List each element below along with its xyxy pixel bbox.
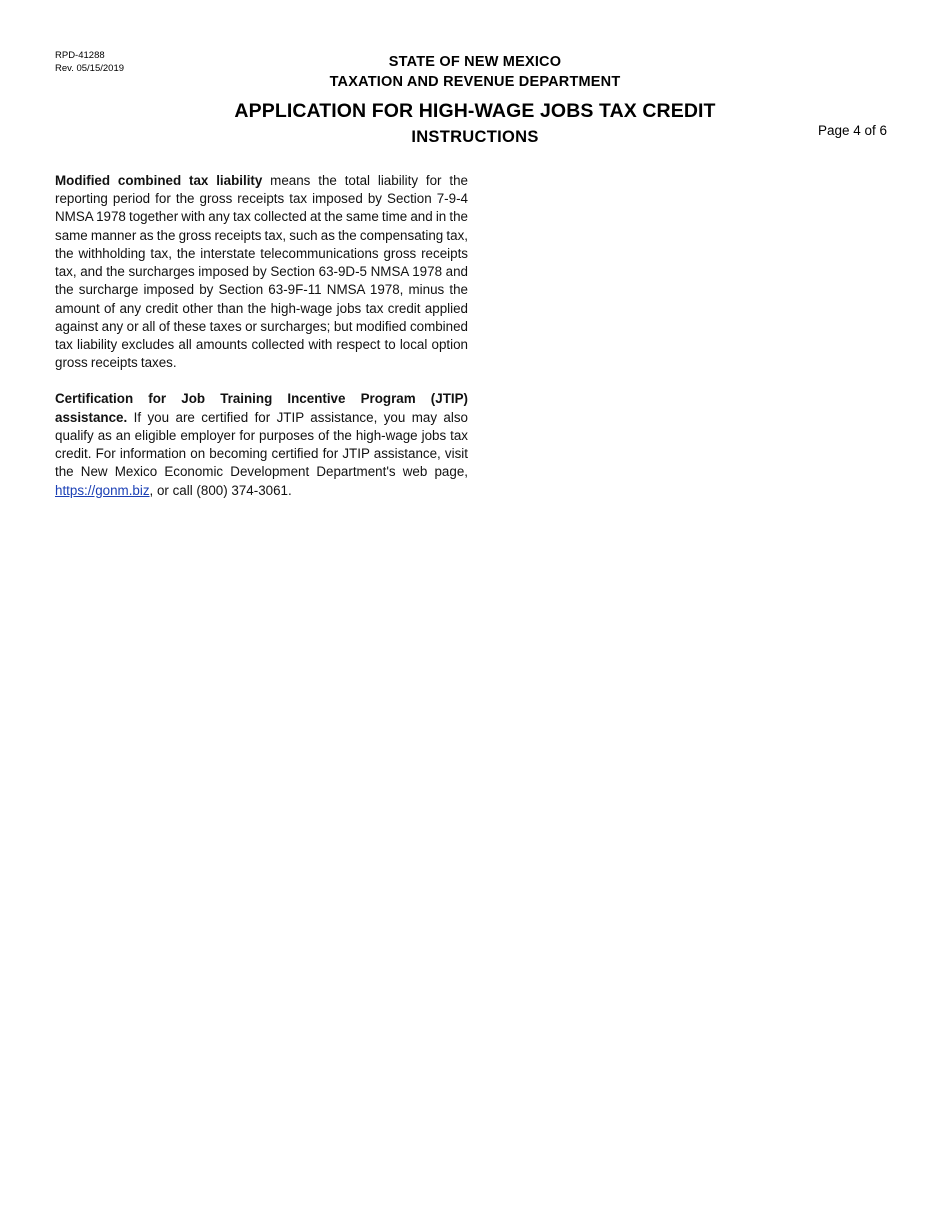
form-revision: Rev. 05/15/2019 [55,62,125,74]
paragraph-jtip-certification [55,390,468,499]
paragraph1-text: means the total liability for the reporting period for the gross receipts tax imposed by Section 7-9-4 NMSA 1978 together with any tax collected at the same time and in the same manner as the gross receipts tax, such as the compensating tax, the withholding tax, the interstate telecommunications gross receipts tax, and the surcharges imposed by Section 63-9D-5 NMSA 1978 and the surcharge imposed by Section 63-9F-11 NMSA 1978, minus the amount of any credit other than the high-wage jobs tax credit applied against any or all of these taxes or surcharges; but modified combined tax liability excludes all amounts collected with respect to local option gross receipts taxes. [55,173,468,371]
document-header [0,52,950,148]
page-title: APPLICATION FOR HIGH-WAGE JOBS TAX CREDIT [234,99,716,122]
term-modified-combined-tax-liability: Modified combined tax liability [55,173,263,188]
paragraph2-text-after-link: , or call (800) 374-3061. [149,482,292,498]
page-indicator: Page 4 of 6 [817,123,887,138]
paragraph-modified-combined-tax-liability [55,172,468,372]
instructions-body [55,172,468,500]
gonm-biz-link[interactable]: https://gonm.biz [55,482,150,498]
header-state-line: STATE OF NEW MEXICO [388,54,562,70]
paragraph2-text-before-link: If you are certified for JTIP assistance, you may also qualify as an eligible employer for purposes of the high-wage jobs tax credit. For information on becoming certified for JTIP assistance, visit the New Mexico Economic Development Department's web page, [55,409,468,480]
header-department-line: TAXATION AND REVENUE DEPARTMENT [329,74,621,91]
form-number: RPD-41288 [55,50,105,61]
header-subtitle: INSTRUCTIONS [411,127,539,146]
term-jtip-certification: Certification for Job Training Incentive Program (JTIP) assistance. [55,391,468,425]
